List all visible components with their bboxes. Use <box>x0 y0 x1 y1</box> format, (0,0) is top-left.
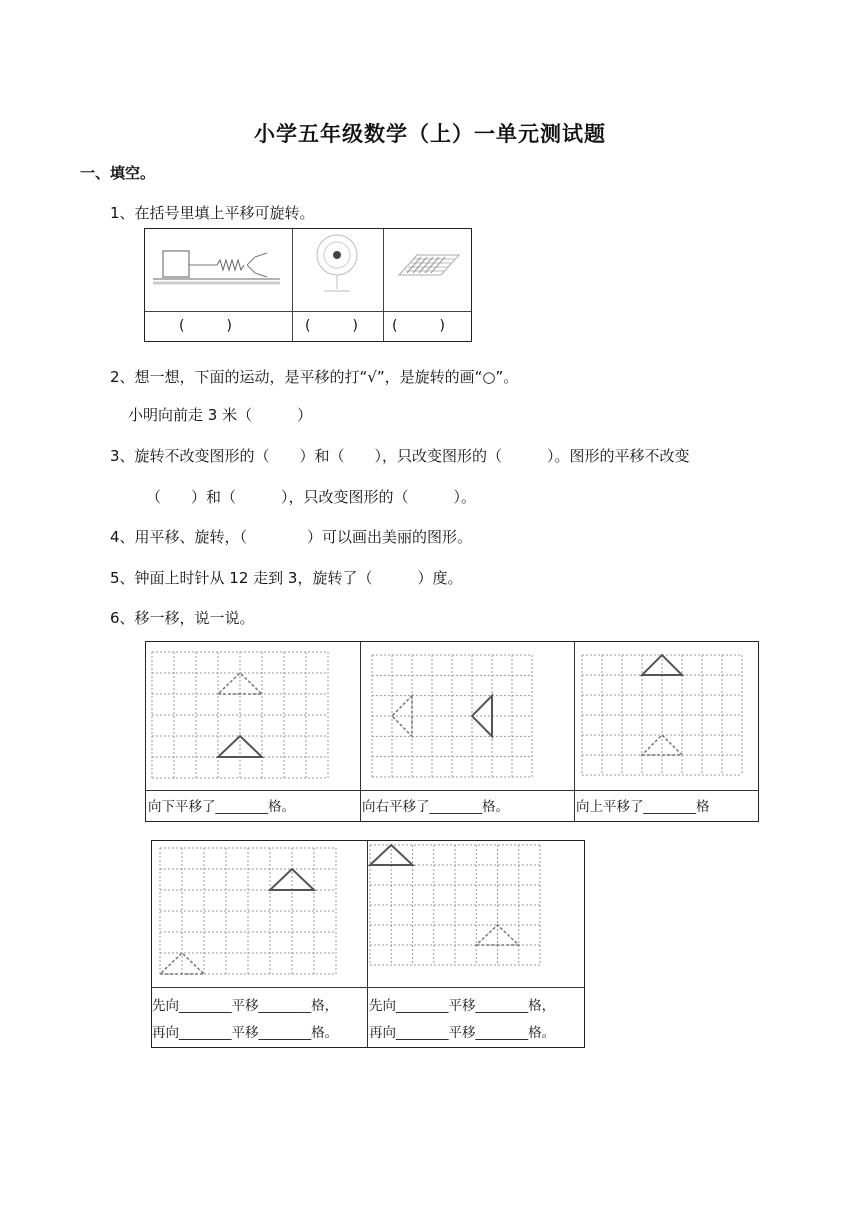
question-1-table <box>144 228 472 342</box>
caption-two-step-2b: 再向_______平移_______格。 <box>369 1025 556 1040</box>
question-2-item: 小明向前走 3 米（ ） <box>128 406 313 424</box>
q1-answer-blank-2[interactable]: ( ) <box>305 318 358 334</box>
grid-two-step-1 <box>160 848 336 974</box>
question-5: 5、钟面上时针从 12 走到 3，旋转了（ ）度。 <box>110 569 463 587</box>
page-title: 小学五年级数学（上）一单元测试题 <box>254 122 606 146</box>
caption-move-up: 向上平移了_______格 <box>576 799 710 814</box>
caption-move-right: 向右平移了_______格。 <box>362 799 510 814</box>
q1-answer-blank-1[interactable]: ( ) <box>179 318 232 334</box>
question-6: 6、移一移，说一说。 <box>110 609 255 627</box>
caption-move-down: 向下平移了_______格。 <box>148 799 296 814</box>
caption-two-step-2a: 先向_______平移_______格， <box>369 998 556 1013</box>
fan-illustration <box>292 229 383 309</box>
section-heading: 一、填空。 <box>80 164 156 182</box>
question-3-line-2: （ ）和（ ），只改变图形的（ ）。 <box>146 488 477 506</box>
spring-cart-illustration <box>145 229 292 309</box>
grid-move-up <box>582 655 742 775</box>
caption-two-step-1a: 先向_______平移_______格， <box>152 998 339 1013</box>
question-1: 1、在括号里填上平移可旋转。 <box>110 204 315 222</box>
question-2: 2、想一想，下面的运动，是平移的打“√”，是旋转的画“○”。 <box>110 368 519 386</box>
question-4: 4、用平移、旋转，（ ）可以画出美丽的图形。 <box>110 528 473 546</box>
abacus-illustration <box>383 229 471 309</box>
q1-answer-blank-3[interactable]: ( ) <box>392 318 445 334</box>
grid-two-step-2 <box>370 845 540 965</box>
question-3-line-1: 3、旋转不改变图形的（ ）和（ ），只改变图形的（ ）。图形的平移不改变 <box>110 447 690 465</box>
grid-move-right <box>372 655 532 777</box>
grid-move-down <box>152 652 328 778</box>
caption-two-step-1b: 再向_______平移_______格。 <box>152 1025 339 1040</box>
